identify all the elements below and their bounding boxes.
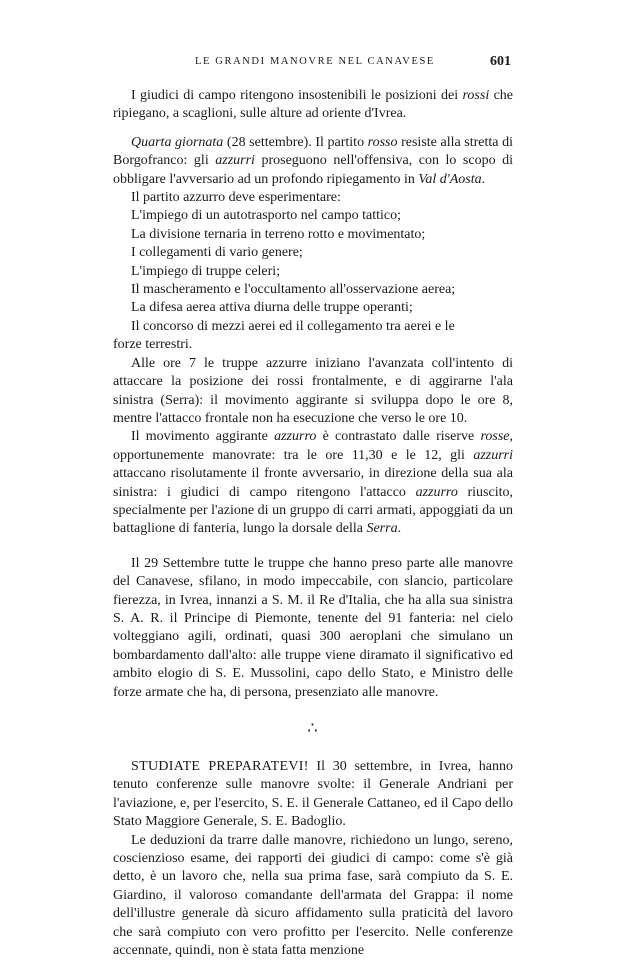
text-run: . [481, 171, 486, 187]
list-item: L'impiego di un autotrasporto nel campo tattico; [131, 208, 402, 224]
text-run: attaccano risolutamente il fronte avversario, in direzione della sua ala sinistra: i giudici di campo ritengono l'attacco [113, 466, 513, 500]
experiment-list [113, 207, 513, 336]
list-item: L'impiego di truppe celeri; [131, 263, 281, 279]
text-run: riuscito, specialmente per l'azione di un gruppo di carri armati, appoggiati da un battaglione di fanteria, lungo la dorsale della [113, 484, 514, 537]
italic-run: azzurro [274, 429, 317, 445]
page-number: 601 [490, 54, 511, 69]
text-run: Il 30 settembre, in Ivrea, hanno tenuto conferenze sulle manovre svolte: il Generale Andriani per l'aviazione, e, per l'esercito, S. E. il Generale Cattaneo, ed il Capo dello Stato Maggiore Generale, S. E. Badoglio. [113, 759, 514, 830]
italic-run: Quarta giornata [131, 134, 224, 150]
text-run: resiste alla stretta di Borgofranco: gli [113, 134, 513, 169]
section-separator: ∴ [307, 720, 319, 737]
paragraph-deductions: Le deduzioni da trarre dalle manovre, richiedono un lungo, sereno, coscienzioso esame, dei rapporti dei giudici di campo: come s'è già detto, è un lavoro che, nella sua prima fase, sarà compiuto da S. E. Giardino, il valoroso comandante dell'armata del Grappa: il nome dell'illustre generale dà sicuro affidamento sulla praticità del lavoro che sarà compiuto con vero profitto per l'esercito. Nelle conferenze accennate, quindi, non è stata fatta menzione [113, 832, 513, 959]
text-run: I giudici di campo ritengono insostenibili le posizioni dei [131, 88, 463, 103]
italic-run: azzurro [415, 484, 458, 500]
paragraph-advance: Alle ore 7 le truppe azzurre iniziano l'avanzata coll'intento di attaccare la posizione dei rossi frontalmente, e di aggirarne l'ala sinistra (Serra): il movimento aggirante si sviluppa dopo le ore 8, mentre l'attacco frontale non ha esecuzione che verso le ore 10. [113, 355, 513, 426]
list-item: La difesa aerea attiva diurna delle truppe operanti; [131, 300, 413, 316]
italic-run: rossi [462, 88, 490, 103]
italic-run: rosso [367, 134, 398, 150]
list-item-continuation: forze terrestri. [113, 337, 193, 353]
italic-run: rosse [480, 429, 510, 445]
italic-run: Serra [366, 521, 398, 537]
text-run: (28 settembre). Il partito [223, 134, 368, 150]
text-run: . [397, 521, 402, 537]
text-run: che ripiegano, a scaglioni, sulle alture ad oriente d'Ivrea. [113, 88, 513, 122]
italic-run: azzurri [473, 447, 513, 463]
text-run: è contrastato dalle riserve [316, 429, 481, 445]
list-item: La divisione ternaria in terreno rotto e movimentato; [131, 226, 426, 242]
paragraph-judges-rossi [113, 87, 513, 124]
caps-run: STUDIATE PREPARATEVI! [131, 759, 309, 774]
italic-run: Val d'Aosta [418, 171, 482, 187]
list-item: Il mascheramento e l'occultamento all'osservazione aerea; [131, 282, 456, 298]
list-item: Il concorso di mezzi aerei ed il collegamento tra aerei e le [131, 318, 455, 334]
paragraph-conferences [113, 758, 513, 832]
text-run: , opportunemente manovrate: tra le ore 11,30 e le 12, gli [113, 429, 513, 463]
paragraph-fourth-day [113, 134, 513, 189]
paragraph-flanking-movement [113, 428, 513, 538]
paragraph-azzurro-intro: Il partito azzurro deve esperimentare: [131, 190, 341, 206]
text-run: Il movimento aggirante [131, 429, 275, 445]
running-header [0, 54, 638, 70]
italic-run: azzurri [215, 153, 255, 169]
body-text [113, 87, 513, 960]
running-title: LE GRANDI MANOVRE NEL CANAVESE [195, 56, 435, 67]
paragraph-parade: Il 29 Settembre tutte le truppe che hanno preso parte alle manovre del Canavese, sfilano, in modo impeccabile, con slancio, particolare fierezza, in Ivrea, innanzi a S. M. il Re d'Italia, che ha alla sua sinistra S. A. R. il Principe di Piemonte, tenente del 91 fanteria: nel cielo volteggiano agili, ordinati, quasi 300 aeroplani che simulano un bombardamento dall'alto: alle truppe viene diramato il significativo ed ambito elogio di S. E. Mussolini, capo dello Stato, e Ministro delle forze armate che ha, di persona, presenziato alle manovre. [113, 555, 513, 700]
list-item: I collegamenti di vario genere; [131, 245, 303, 261]
text-run: proseguono nell'offensiva, con lo scopo di obbligare l'avversario ad un profondo ripiegamento in [113, 153, 513, 187]
